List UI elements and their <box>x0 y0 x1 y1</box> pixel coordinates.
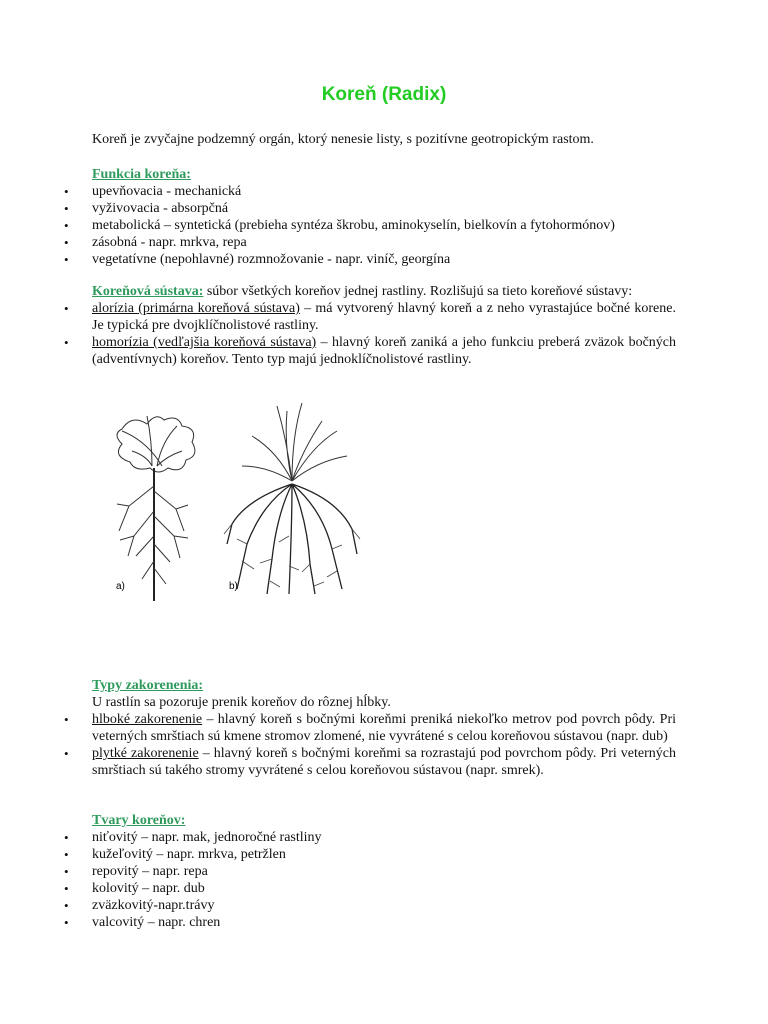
functions-list <box>92 183 676 268</box>
functions-heading: Funkcia koreňa: <box>92 167 191 182</box>
term-alorizia: alorízia (primárna koreňová sústava) <box>92 301 300 316</box>
list-item: • niťovitý – napr. mak, jednoročné rastliny <box>92 829 676 846</box>
rooting-types-heading: Typy zakorenenia: <box>92 678 204 693</box>
intro-text: Koreň je zvyčajne podzemný orgán, ktorý nenesie listy, s pozitívne geotropickým rastom. <box>92 132 594 147</box>
root-system-illustration <box>92 396 382 611</box>
list-item <box>92 334 676 368</box>
list-item: • zväzkovitý-napr.trávy <box>92 897 676 914</box>
root-system-label: Koreňová sústava: <box>92 284 204 299</box>
figure-label-a: a) <box>116 581 125 592</box>
term-deep-rooting-text: – hlavný koreň s bočnými koreňmi preniká niekoľko metrov pod povrch pôdy. Pri veterných smrštiach sú kmene stromov zlomené, nie vyvrátené s celou koreňovou sústavou (napr. dub) <box>92 712 676 744</box>
root-system-section <box>92 283 676 368</box>
root-drawing <box>92 396 382 611</box>
list-item: • repovitý – napr. repa <box>92 863 676 880</box>
shapes-list <box>92 829 676 931</box>
list-item: • valcovitý – napr. chren <box>92 914 676 931</box>
list-item <box>92 300 676 334</box>
rooting-types-section <box>92 677 676 779</box>
rooting-types-intro: U rastlín sa pozoruje prenik koreňov do rôznej hĺbky. <box>92 695 391 710</box>
figure-label-b: b) <box>229 581 238 592</box>
term-homorizia-text: – hlavný koreň zaniká a jeho funkciu preberá zväzok bočných (adventívnych) koreňov. Tento typ majú jednoklíčnolistové rastliny. <box>92 335 676 367</box>
root-system-list <box>92 300 676 368</box>
list-item: • metabolická – syntetická (prebieha syntéza škrobu, aminokyselín, bielkovín a fytohormónov) <box>92 217 676 234</box>
list-item: • kužeľovitý – napr. mrkva, petržlen <box>92 846 676 863</box>
term-shallow-rooting: plytké zakorenenie <box>92 746 199 761</box>
list-item: • vegetatívne (nepohlavné) rozmnožovanie - napr. viníč, georgína <box>92 251 676 268</box>
functions-section <box>92 166 676 268</box>
list-item: • vyživovacia - absorpčná <box>92 200 676 217</box>
shapes-heading: Tvary koreňov: <box>92 813 186 828</box>
rooting-types-list <box>92 711 676 779</box>
root-system-definition <box>92 283 676 300</box>
page-title: Koreň (Radix) <box>321 84 447 105</box>
list-item <box>92 745 676 779</box>
term-deep-rooting: hlboké zakorenenie <box>92 712 203 727</box>
term-shallow-rooting-text: – hlavný koreň s bočnými koreňmi sa rozrastajú pod povrchom pôdy. Pri veterných smrštiach sú takého stromy vyvrátené s celou koreňovou sústavou (napr. smrek). <box>92 746 676 778</box>
term-homorizia: homorízia (vedľajšia koreňová sústava) <box>92 335 317 350</box>
list-item <box>92 711 676 745</box>
list-item: • zásobná - napr. mrkva, repa <box>92 234 676 251</box>
shapes-section <box>92 812 676 931</box>
term-alorizia-text: – má vytvorený hlavný koreň a z neho vyrastajúce bočné korene. Je typická pre dvojklíčnolistové rastliny. <box>92 301 676 333</box>
list-item: • kolovitý – napr. dub <box>92 880 676 897</box>
root-system-text: súbor všetkých koreňov jednej rastliny. Rozlišujú sa tieto koreňové sústavy: <box>203 284 633 299</box>
list-item: • upevňovacia - mechanická <box>92 183 676 200</box>
